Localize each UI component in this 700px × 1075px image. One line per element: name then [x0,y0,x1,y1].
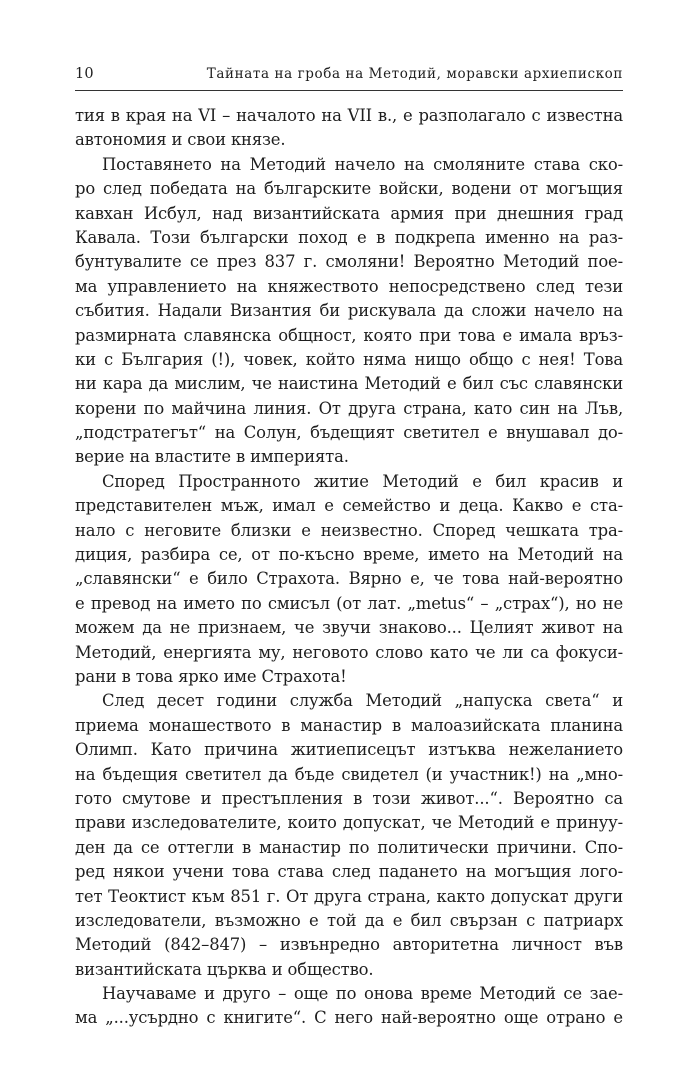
text-line: диция, разбира се, от по-късно време, името на Методий на [75,545,623,565]
text-line: събития. Надали Византия би рискувала да сложи начело на [75,301,623,321]
text-line: След десет години служба Методий „напуска света“ и [102,691,623,711]
text-line: ред някои учени това става след падането на могъщия лого- [75,862,623,882]
paragraph [75,470,623,690]
running-title: Тайната на гроба на Методий, моравски архиепископ [206,66,623,82]
text-line: изследователи, възможно е той да е бил свързан с патриарх [75,910,623,930]
paragraph [75,153,623,470]
text-line: кавхан Исбул, над византийската армия при днешния град [75,203,623,223]
text-line: „славянски“ е било Страхота. Вярно е, че това най-вероятно [75,569,623,589]
paragraph [75,982,623,1031]
text-line: размирната славянска общност, която при това е имала връз- [75,325,623,345]
text-line: Кавала. Този български поход е в подкрепа именно на раз- [75,227,623,247]
page-number: 10 [75,66,94,82]
text-line: бунтувалите се през 837 г. смоляни! Вероятно Методий пое- [75,252,623,272]
text-line: ма „...усърдно с книгите“. С него най-вероятно още отрано е [75,1008,623,1028]
text-line: Методий (842–847) – извънредно авторитетна личност във [75,935,623,955]
text-line: можем да не признаем, че звучи знаково... Целият живот на [75,618,623,638]
text-line: тет Теоктист към 851 г. От друга страна, както допускат други [75,886,623,906]
paragraph [75,104,623,153]
text-line: представителен мъж, имал е семейство и деца. Какво е ста- [75,496,623,516]
body-text [75,104,623,1031]
text-line: е превод на името по смисъл (от лат. „metus“ – „страх“), но не [75,593,623,613]
text-line: Методий, енергията му, неговото слово като че ли са фокуси- [75,642,623,662]
text-line: Олимп. Като причина житиеписецът изтъква нежеланието [75,740,623,760]
text-line: Научаваме и друго – още по онова време Методий се зае- [102,984,623,1004]
text-line: Поставянето на Методий начело на смоляните става ско- [102,154,623,174]
text-line: гото смутове и престъпления в този живот...“. Вероятно са [75,788,623,808]
text-line: нало с неговите близки е неизвестно. Според чешката тра- [75,520,623,540]
text-line: византийската църква и общество. [75,959,374,979]
text-line: корени по майчина линия. От друга страна, като син на Лъв, [75,398,623,418]
text-line: рани в това ярко име Страхота! [75,666,347,686]
text-line: ки с България (!), човек, който няма нищо общо с нея! Това [75,349,623,369]
paragraph [75,689,623,982]
running-header [75,66,623,91]
text-line: ма управлението на княжеството непосредствено след тези [75,276,623,296]
text-line: автономия и свои князе. [75,130,286,150]
text-line: ро след победата на българските войски, водени от могъщия [75,179,623,199]
text-line: верие на властите в империята. [75,447,349,467]
text-line: приема монашеството в манастир в малоазийската планина [75,715,623,735]
text-line: „подстратегът“ на Солун, бъдещият светител е внушавал до- [75,423,623,443]
text-line: тия в края на VI – началото на VII в., е разполагало с известна [75,106,623,125]
text-line: Според Пространното житие Методий е бил красив и [102,471,623,491]
text-line: прави изследователите, които допускат, че Методий е принуу- [75,813,623,833]
text-line: ден да се оттегли в манастир по политически причини. Спо- [75,837,623,857]
text-line: на бъдещия светител да бъде свидетел (и участник!) на „мно- [75,764,623,784]
text-line: ни кара да мислим, че наистина Методий е бил със славянски [75,374,623,394]
